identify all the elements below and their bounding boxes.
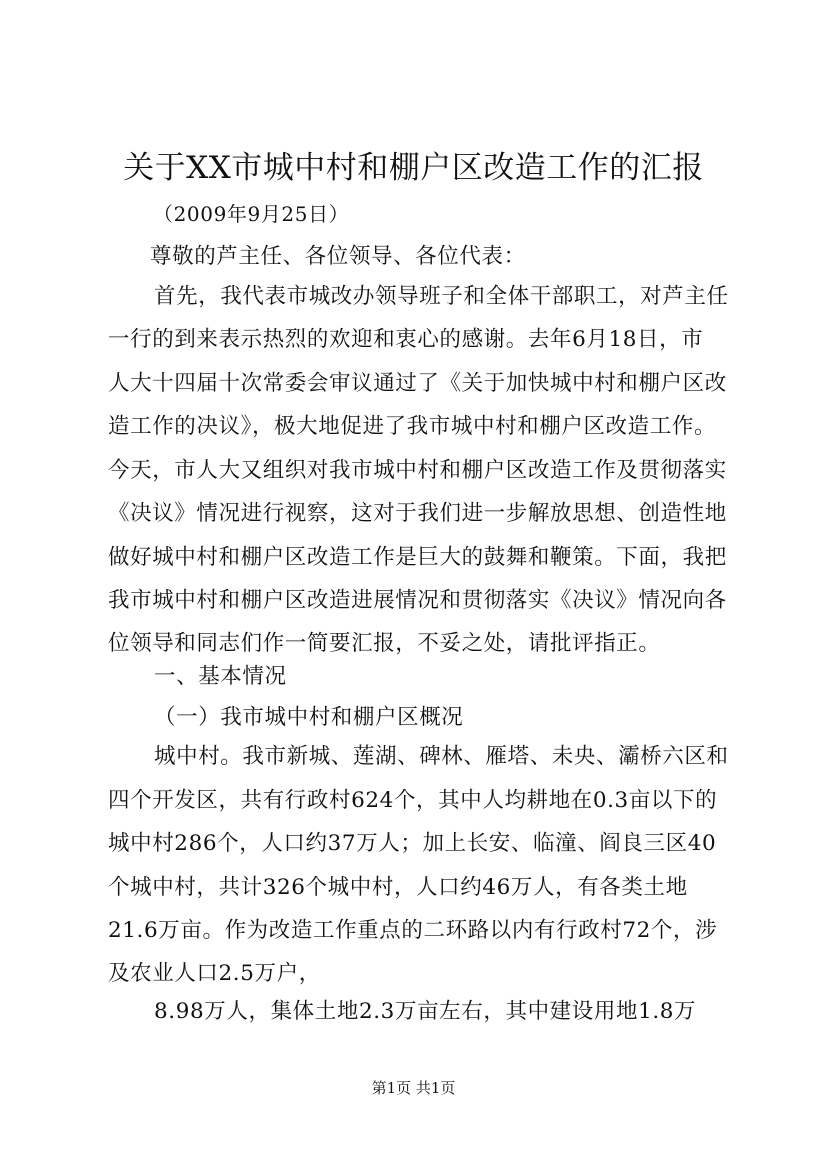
paragraph-line: 21.6万亩。作为改造工作重点的二环路以内有行政村72个，涉 <box>108 918 718 943</box>
salutation: 尊敬的芦主任、各位领导、各位代表： <box>150 244 526 269</box>
paragraph-line: 人大十四届十次常委会审议通过了《关于加快城中村和棚户区改 <box>108 371 727 396</box>
paragraph-line: 8.98万人，集体土地2.3万亩左右，其中建设用地1.8万 <box>154 999 697 1024</box>
paragraph-line: 城中村286个，人口约37万人；加上长安、临潼、阎良三区40 <box>108 831 717 856</box>
paragraph-line: 《决议》情况进行视察，这对于我们进一步解放思想、创造性地 <box>108 501 727 526</box>
paragraph-line: 首先，我代表市城改办领导班子和全体干部职工，对芦主任 <box>154 284 729 309</box>
report-date: （2009年9月25日） <box>153 202 350 226</box>
document-title: 关于XX市城中村和棚户区改造工作的汇报 <box>123 150 704 186</box>
paragraph-line: 位领导和同志们作一简要汇报，不妥之处，请批评指正。 <box>108 631 661 656</box>
paragraph-line: 个城中村，共计326个城中村，人口约46万人，有各类土地 <box>108 875 688 900</box>
page-footer: 第1页 共1页 <box>371 1079 456 1097</box>
paragraph-line: 及农业人口2.5万户， <box>108 961 321 986</box>
paragraph-line: 四个开发区，共有行政村624个，其中人均耕地在0.3亩以下的 <box>108 788 718 813</box>
paragraph-line: 我市城中村和棚户区改造进展情况和贯彻落实《决议》情况向各 <box>108 588 727 613</box>
paragraph-line: 今天，市人大又组织对我市城中村和棚户区改造工作及贯彻落实 <box>108 458 727 483</box>
paragraph-line: 一行的到来表示热烈的欢迎和衷心的感谢。去年6月18日，市 <box>108 327 704 352</box>
subsection-heading: （一）我市城中村和棚户区概况 <box>154 705 464 730</box>
paragraph-line: 城中村。我市新城、莲湖、碑林、雁塔、未央、灞桥六区和 <box>154 744 729 769</box>
section-heading: 一、基本情况 <box>154 664 287 689</box>
paragraph-line: 造工作的决议》，极大地促进了我市城中村和棚户区改造工作。 <box>108 414 717 439</box>
paragraph-line: 做好城中村和棚户区改造工作是巨大的鼓舞和鞭策。下面，我把 <box>108 545 727 570</box>
